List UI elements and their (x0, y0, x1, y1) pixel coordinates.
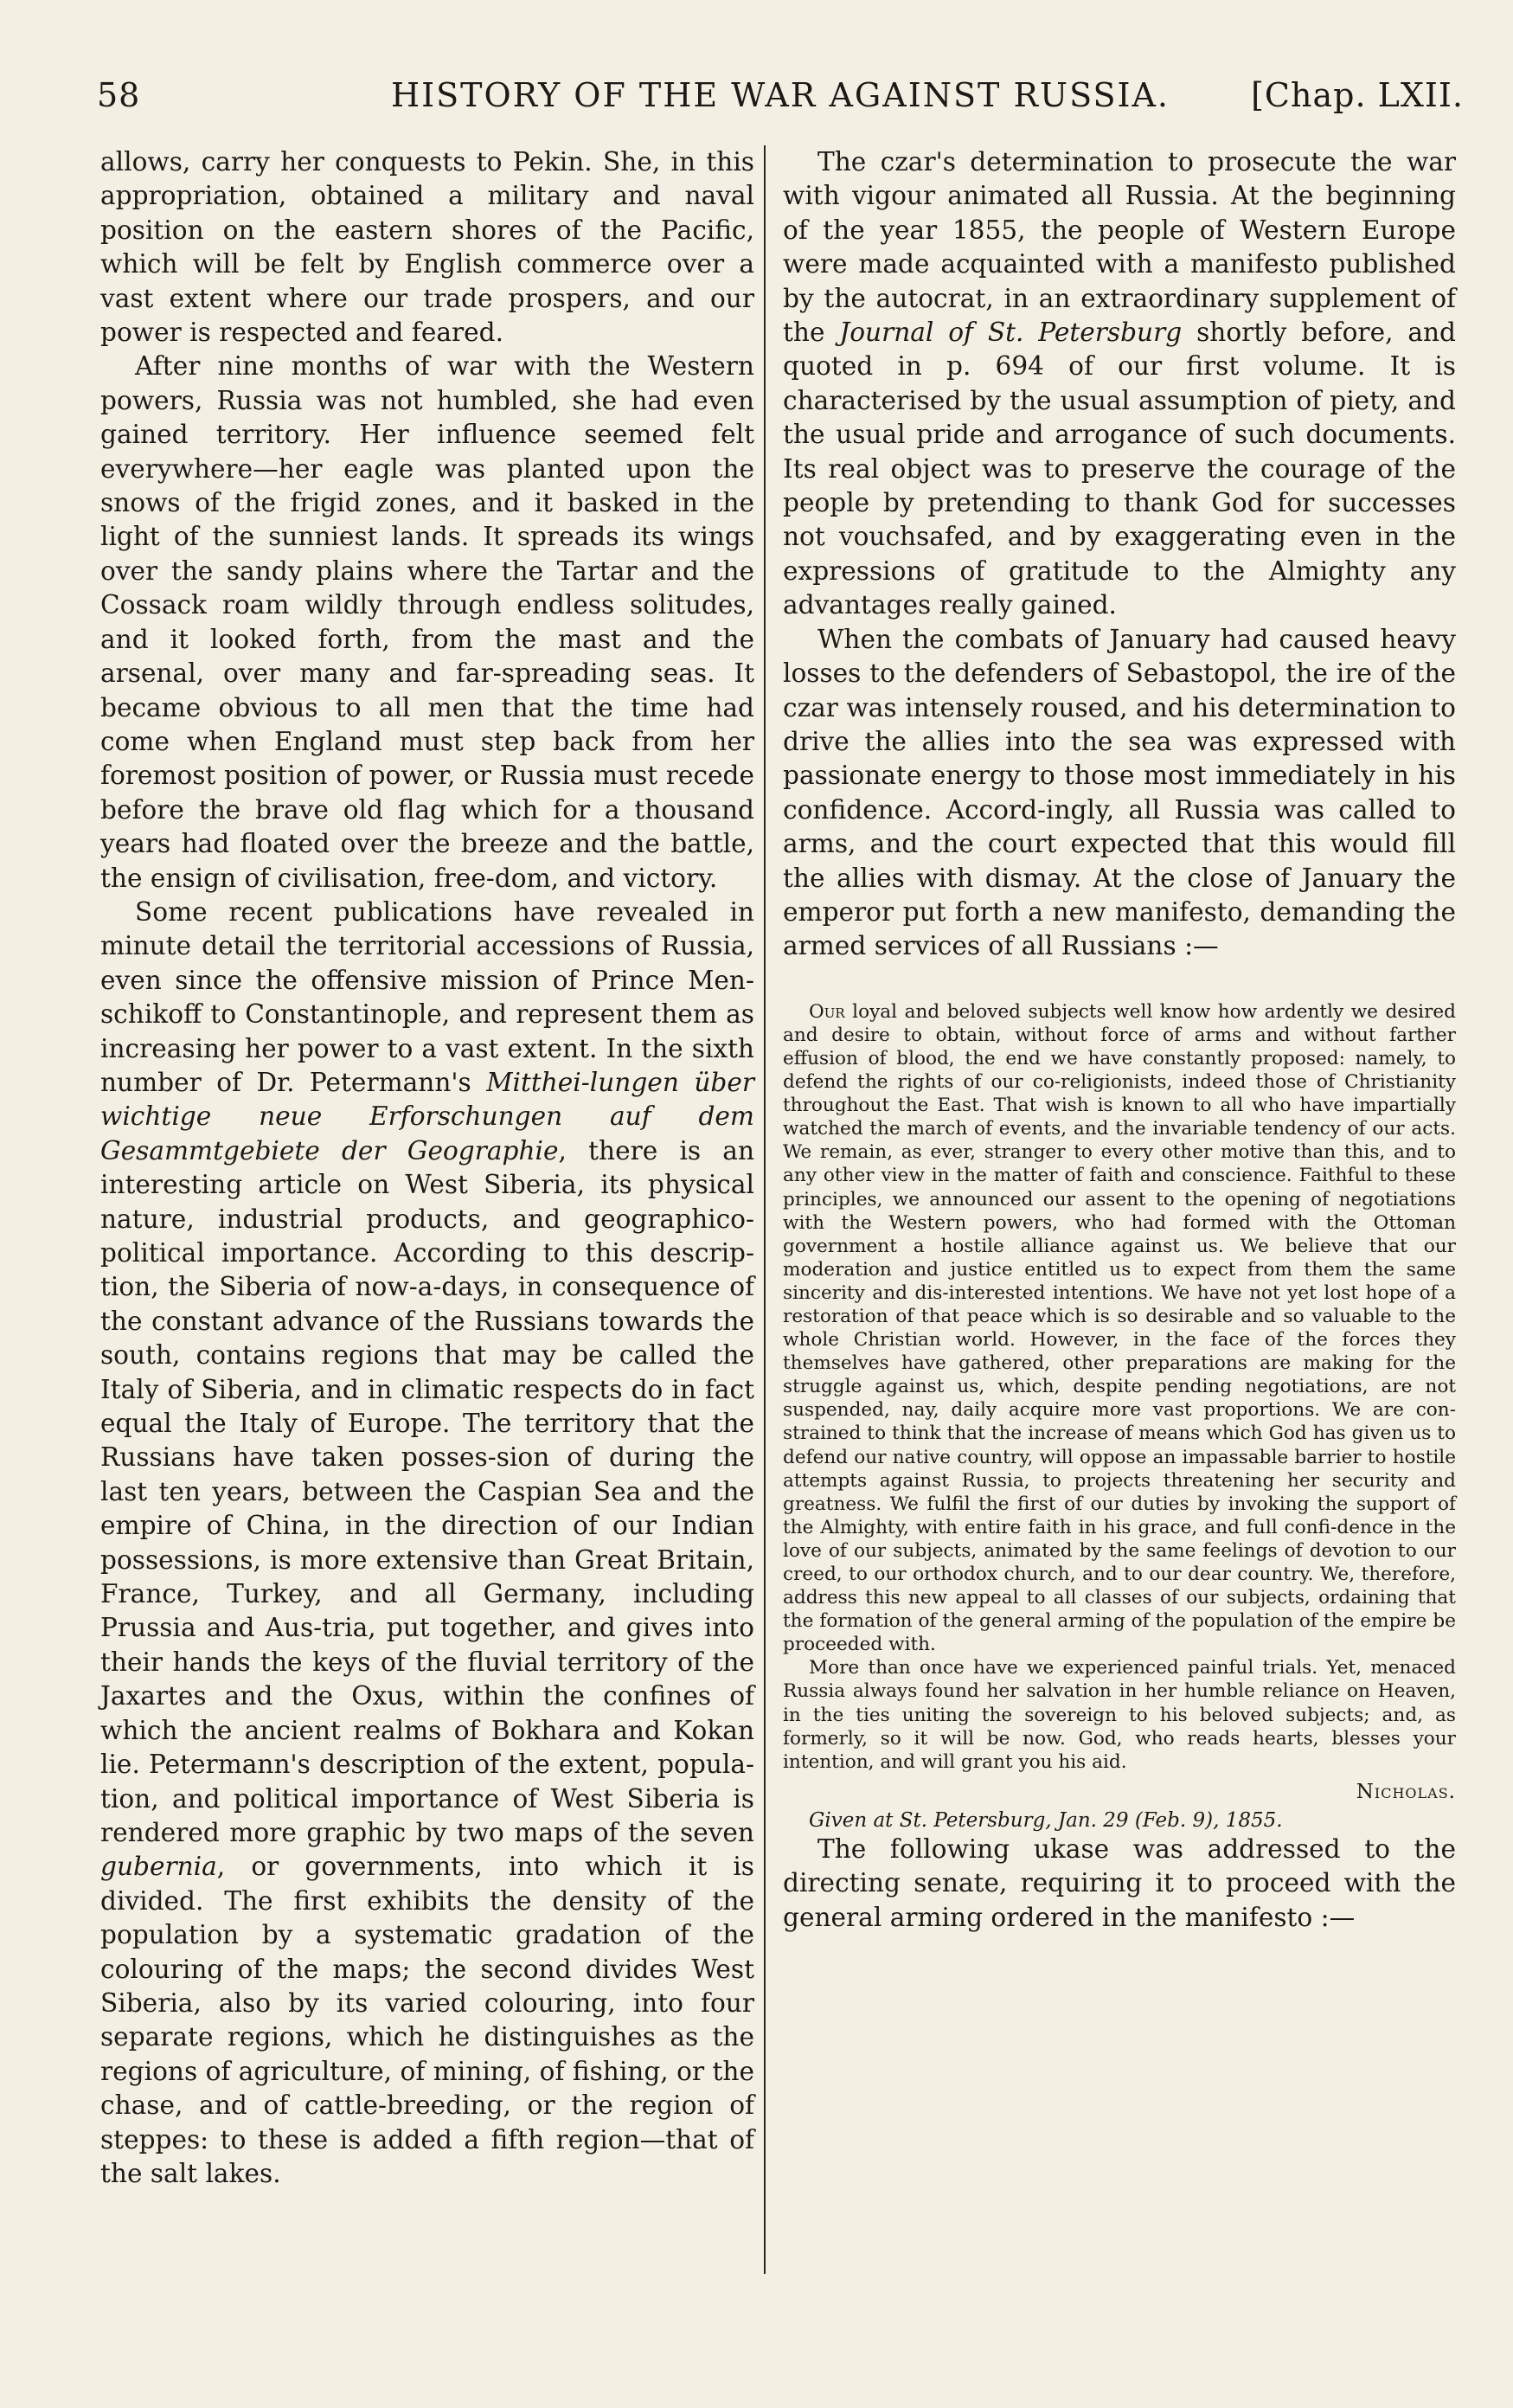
paragraph-text: , there is an interesting article on West Siberia, its physical nature, industrial products, and geographico-political importance. According to this descrip-tion, the Siberia of now-a-days, in consequence of the constant advance of the Russians towards the south, contains regions that may be called the Italy of Siberia, and in climatic respects do in fact equal the Italy of Europe. The territory that the Russians have taken posses-sion of during the last ten years, between the Caspian Sea and the empire of China, in the direction of our Indian possessions, is more extensive than Great Britain, France, Turkey, and all Germany, including Prussia and Aus-tria, put together, and gives into their hands the keys of the fluvial territory of the Jaxartes and the Oxus, within the confines of which the ancient realms of Bokhara and Kokan lie. Petermann's description of the extent, popula-tion, and political importance of West Siberia is rendered more graphic by two maps of the seven (100, 1135, 754, 1847)
running-header (97, 76, 1464, 125)
paragraph (100, 896, 754, 2191)
quote-paragraph: More than once have we experienced painful trials. Yet, menaced Russia always found her salvation in her humble reliance on Heaven, in the ties uniting the sovereign to his beloved subjects; and, as formerly, so it will be now. God, who reads hearts, blesses your intention, and will grant you his aid. (783, 1657, 1456, 1773)
manifesto-quote (783, 1000, 1456, 1833)
periodical-title: Mitthei-lungen über wichtige neue Erforschungen auf dem Gesammtgebiete der Geographie (100, 1067, 754, 1165)
quote-paragraph (783, 1000, 1456, 1657)
dateline: Given at St. Petersburg, Jan. 29 (Feb. 9), 1855. (809, 1808, 1283, 1832)
chapter-label: [Chap. LXII. (1251, 76, 1464, 114)
paragraph: When the combats of January had caused heavy losses to the defenders of Sebastopol, the ire of the czar was intensely roused, and his determination to drive the allies into the sea was expressed with passionate energy to those most immediately in his confidence. Accord-ingly, all Russia was called to arms, and the court expected that this would fill the allies with dismay. At the close of January the emperor put forth a new manifesto, demanding the armed services of all Russians :— (783, 624, 1456, 961)
signature: Nicholas. (1356, 1780, 1456, 1803)
paragraph: The following ukase was addressed to the directing senate, requiring it to proceed with the general arming ordered in the manifesto :— (783, 1834, 1456, 1932)
paragraph: After nine months of war with the Western powers, Russia was not humbled, she had even gained territory. Her influence seemed felt everywhere—her eagle was planted upon the snows of the frigid zones, and it basked in the light of the sunniest lands. It spreads its wings over the sandy plains where the Tartar and the Cossack roam wildly through endless solitudes, and it looked forth, from the mast and the arsenal, over many and far-spreading seas. It became obvious to all men that the time had come when England must step back from her foremost position of power, or Russia must recede before the brave old flag which for a thousand years had floated over the breeze and the battle, the ensign of civilisation, free-dom, and victory. (100, 351, 754, 893)
page-number: 58 (97, 76, 141, 114)
paragraph-text: shortly before, and quoted in p. 694 of our first volume. It is characterised by the usual assumption of piety, and the usual pride and arrogance of such documents. Its real object was to preserve the courage of the people by pretending to thank God for successes not vouchsafed, and by exaggerating even in the expressions of gratitude to the Almighty any advantages really gained. (783, 318, 1457, 620)
right-column (783, 145, 1456, 1935)
column-divider (764, 145, 766, 2274)
journal-title: Journal of St. Petersburg (839, 318, 1183, 348)
paragraph (783, 145, 1456, 623)
paragraph-text: , or governments, into which it is divided. The first exhibits the density of the population by a systematic gradation of the colouring of the maps; the second divides West Siberia, also by its varied colouring, into four separate regions, which he distinguishes as the regions of agriculture, of mining, of fishing, or the chase, and of cattle-breeding, or the region of steppes: to these is added a fifth region—that of the salt lakes. (100, 1852, 754, 2188)
paragraph-text: Some recent publications have revealed in minute detail the territorial accessions of Russia, even since the offensive mission of Prince Men-schikoff to Constantinople, and represent them as increasing her power to a vast extent. In the sixth number of Dr. Petermann's (100, 896, 754, 1097)
italic-term: gubernia (100, 1852, 217, 1882)
quote-text: loyal and beloved subjects well know how ardently we desired and desire to obtain, without force of arms and without farther effusion of blood, the end we have constantly proposed: namely, to defend the rights of our co-religionists, indeed those of Christianity throughout the East. That wish is known to all who have impartially watched the march of events, and the invariable tendency of our acts. We remain, as ever, stranger to every other motive than this, and to any other view in the matter of faith and conscience. Faithful to these principles, we announced our assent to the opening of negotiations with the Western powers, who had formed with the Ottoman government a hostile alliance against us. We believe that our moderation and justice entitled us to expect from them the same sincerity and dis-interested intentions. We have not yet lost hope of a restoration of that peace which is so desirable and so valuable to the whole Christian world. However, in the face of the forces they themselves have gathered, other preparations are making for the struggle against us, which, despite pending negotiations, are not suspended, nay, daily acquire more vast proportions. We are con-strained to think that the increase of means which God has given us to defend our native country, will oppose an impassable barrier to hostile attempts against Russia, to projects threatening her security and greatness. We fulfil the first of our duties by invoking the support of the Almighty, with entire faith in his grace, and full confi-dence in the love of our subjects, animated by the same feelings of devotion to our creed, to our orthodox church, and to our dear country. We, therefore, address this new appeal to all classes of our subjects, ordaining that the formation of the general arming of the population of the empire be proceeded with. (783, 1000, 1456, 1656)
drop-word: Our (809, 1000, 845, 1023)
left-column (100, 145, 754, 2191)
paragraph: allows, carry her conquests to Pekin. She, in this appropriation, obtained a military and naval position on the eastern shores of the Pacific, which will be felt by English commerce over a vast extent where our trade prospers, and our power is respected and feared. (100, 147, 754, 348)
paragraph-text: The czar's determination to prosecute the war with vigour animated all Russia. At the beginning of the year 1855, the people of Western Europe were made acquainted with a manifesto published by the autocrat, in an extraordinary supplement of the (783, 147, 1456, 348)
running-title: HISTORY OF THE WAR AGAINST RUSSIA. (391, 76, 1170, 114)
